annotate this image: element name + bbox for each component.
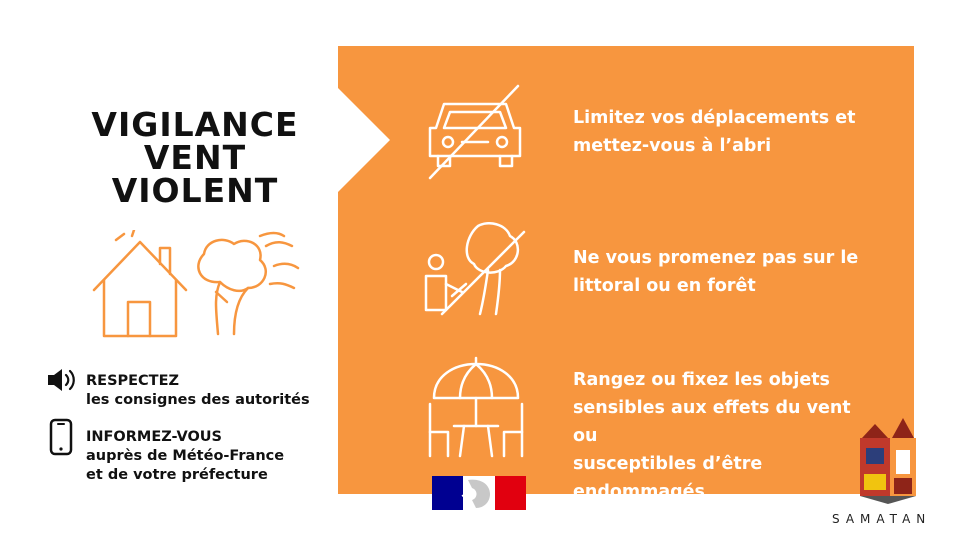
garden-furniture-icon bbox=[420, 356, 532, 460]
marianne-logo bbox=[432, 476, 526, 510]
advice-item-3 bbox=[573, 366, 873, 506]
no-car-icon bbox=[420, 84, 530, 184]
note-1-line-1: les consignes des autorités bbox=[86, 392, 310, 408]
note-2-line-1: auprès de Météo-France bbox=[86, 448, 285, 464]
title-line-3: VIOLENT bbox=[111, 171, 279, 210]
no-walk-forest-icon bbox=[418, 222, 528, 322]
advice-3-line-1: Rangez ou fixez les objets bbox=[573, 370, 830, 390]
note-2-heading: INFORMEZ-VOUS bbox=[86, 429, 222, 445]
phone-icon bbox=[48, 418, 74, 456]
speaker-icon bbox=[46, 367, 78, 393]
advice-3-line-2: sensibles aux effets du vent ou bbox=[573, 398, 851, 446]
advice-item-2 bbox=[573, 244, 873, 300]
advice-3-line-3: susceptibles d’être endommagés bbox=[573, 454, 763, 502]
page-title bbox=[80, 105, 310, 210]
advice-1-line-2: mettez-vous à l’abri bbox=[573, 136, 772, 156]
advice-2-line-2: littoral ou en forêt bbox=[573, 276, 756, 296]
samatan-coat-of-arms-icon bbox=[858, 414, 920, 506]
title-line-2: VENT bbox=[143, 138, 247, 177]
advice-1-line-1: Limitez vos déplacements et bbox=[573, 108, 856, 128]
note-2-line-2: et de votre préfecture bbox=[86, 467, 268, 483]
samatan-wordmark: SAMATAN bbox=[832, 512, 932, 526]
note-1-heading: RESPECTEZ bbox=[86, 373, 179, 389]
advice-item-1 bbox=[573, 104, 873, 160]
advice-2-line-1: Ne vous promenez pas sur le bbox=[573, 248, 859, 268]
title-line-1: VIGILANCE bbox=[91, 105, 299, 144]
house-tree-wind-icon bbox=[88, 230, 303, 345]
